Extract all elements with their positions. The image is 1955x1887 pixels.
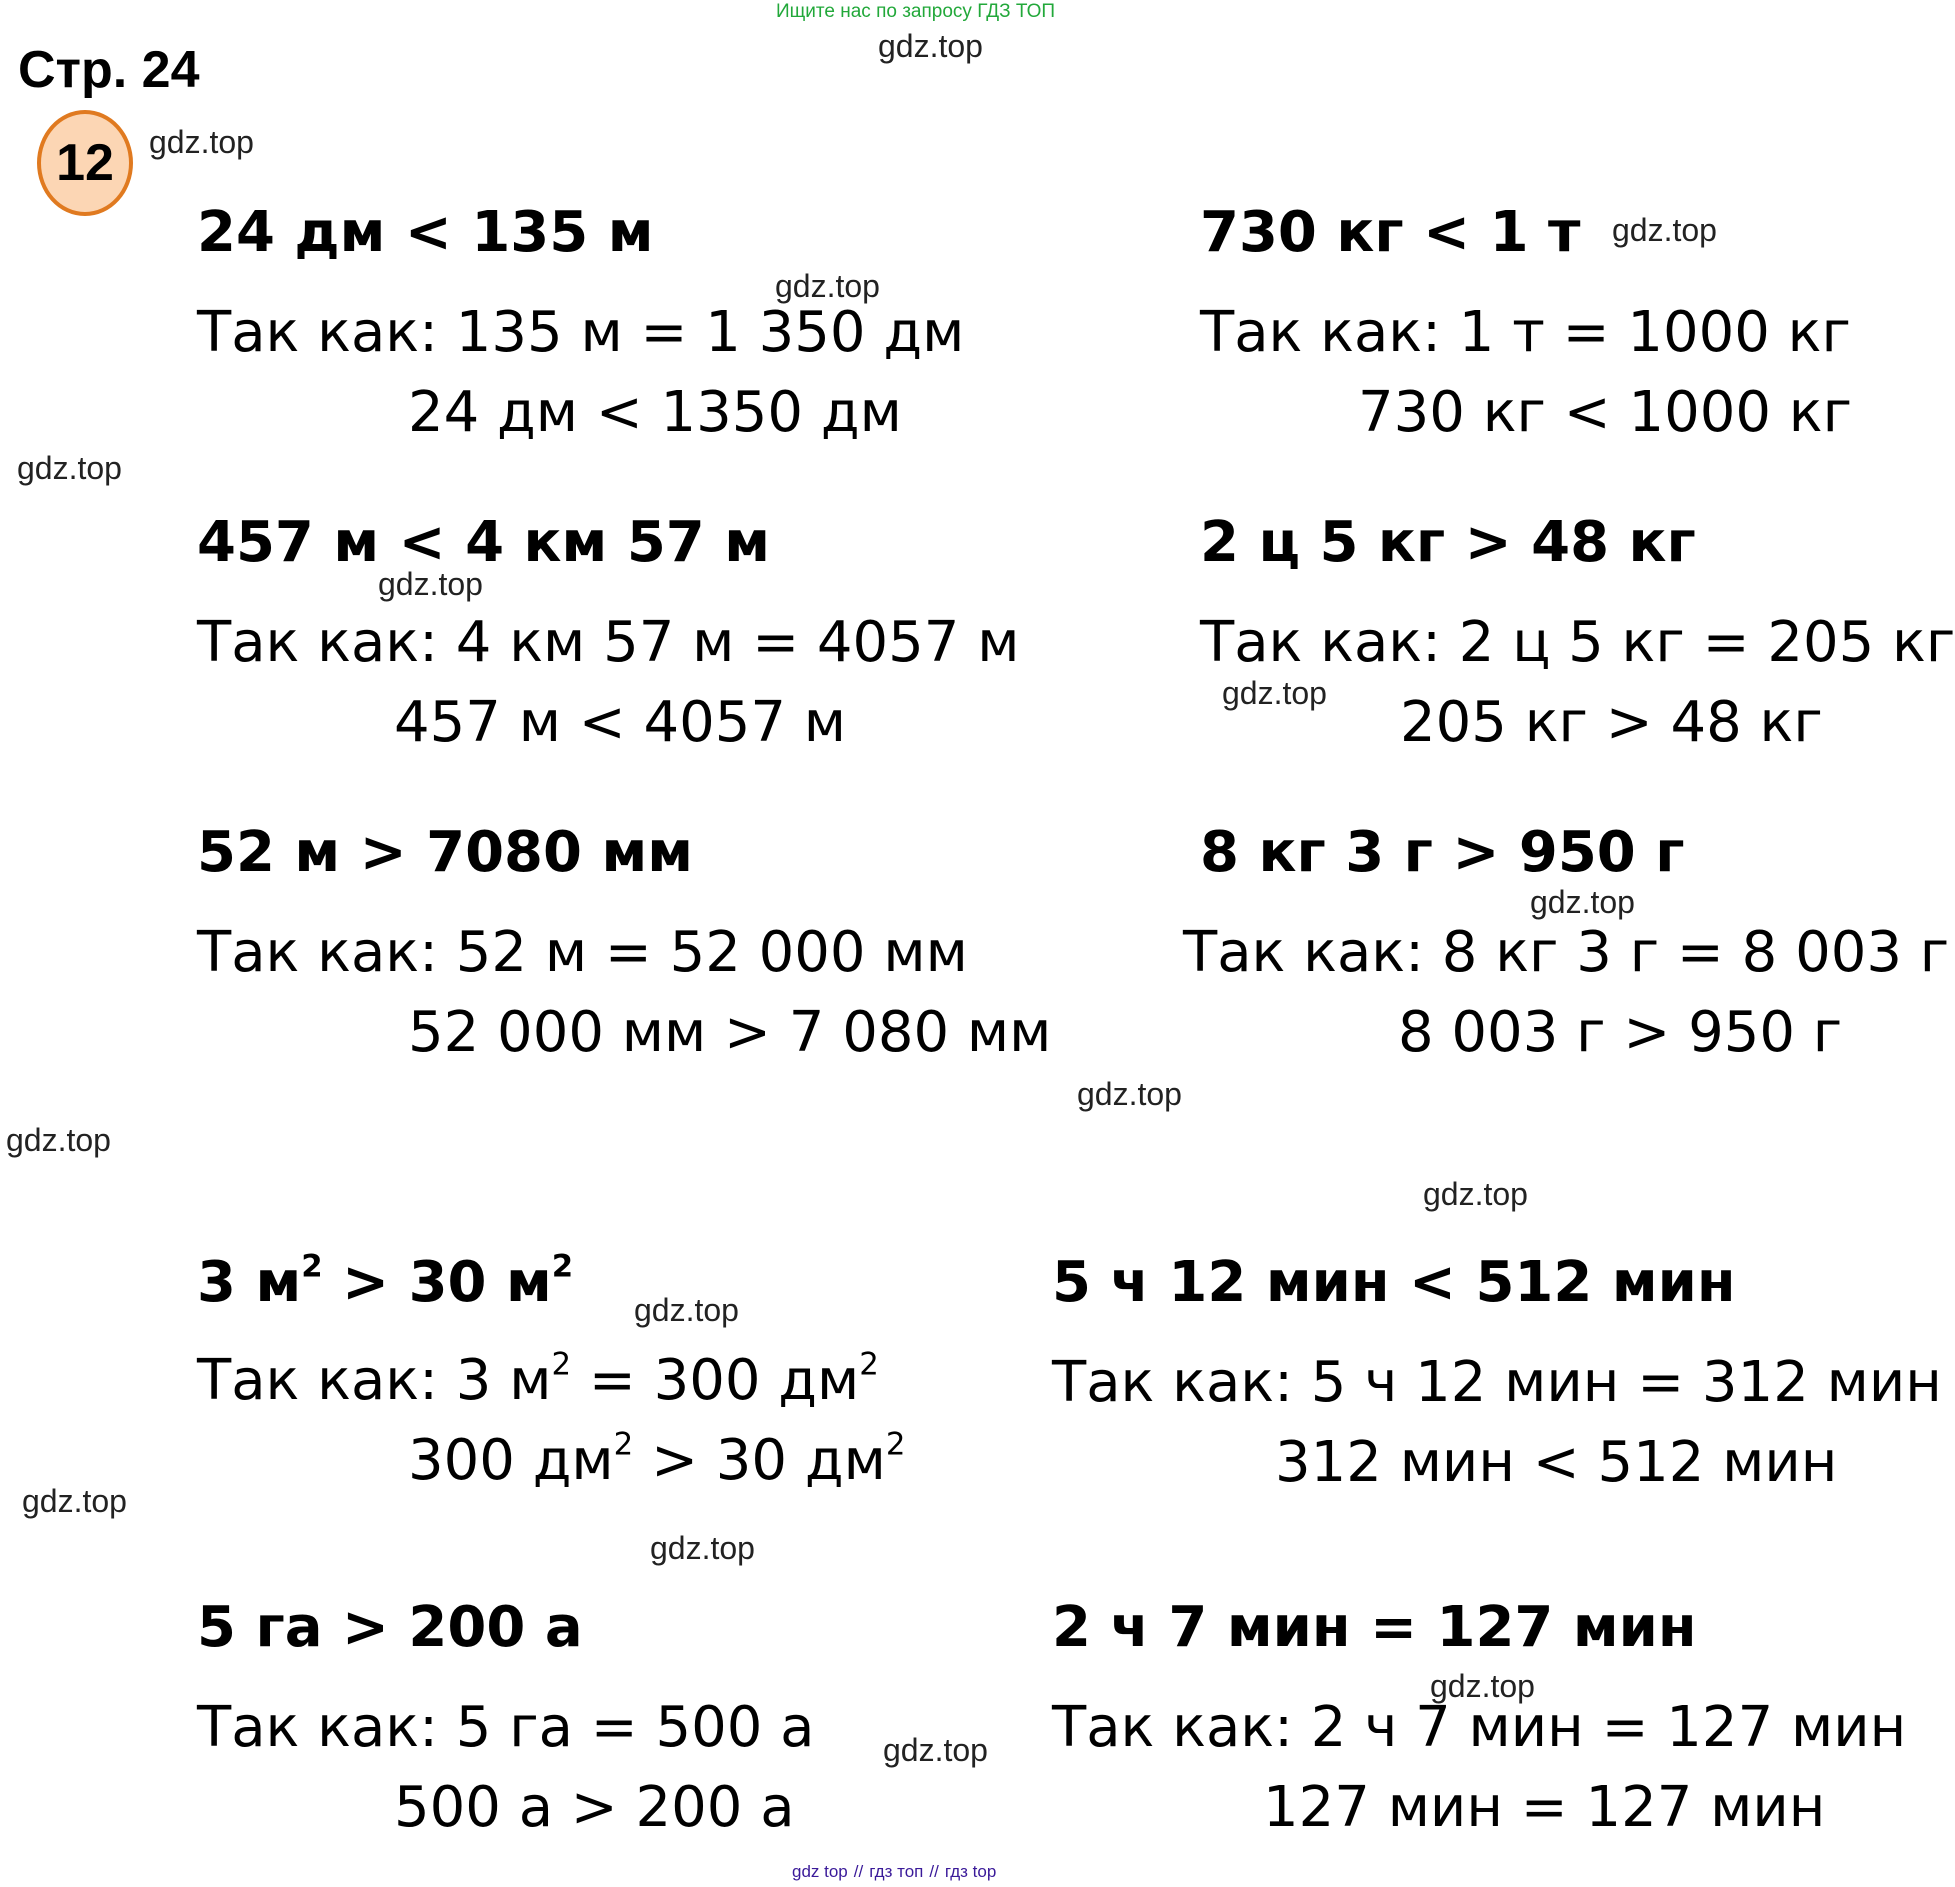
reason-7 xyxy=(197,1348,879,1413)
reason-9: Так как: 5 га = 500 а xyxy=(197,1695,815,1760)
watermark: gdz.top xyxy=(17,450,122,486)
task-number-badge xyxy=(37,110,133,216)
exponent: 2 xyxy=(301,1248,323,1285)
footer-link-3[interactable]: гдз top xyxy=(944,1862,997,1881)
compare-9: 500 а > 200 а xyxy=(394,1775,795,1840)
exponent: 2 xyxy=(613,1426,634,1463)
reason-10: Так как: 2 ч 7 мин = 127 мин xyxy=(1052,1695,1907,1760)
watermark: gdz.top xyxy=(634,1292,739,1328)
reason-6: Так как: 8 кг 3 г = 8 003 г xyxy=(1183,920,1950,985)
watermark: gdz.top xyxy=(6,1122,111,1158)
compare-6: 8 003 г > 950 г xyxy=(1398,1000,1843,1065)
answer-10: 2 ч 7 мин = 127 мин xyxy=(1052,1595,1697,1660)
watermark: gdz.top xyxy=(1612,212,1717,248)
watermark: gdz.top xyxy=(378,566,483,602)
watermark: gdz.top xyxy=(1222,675,1327,711)
answer-4: 2 ц 5 кг > 48 кг xyxy=(1200,510,1696,575)
answer-9: 5 га > 200 а xyxy=(197,1595,583,1660)
answer-7-right: > 30 м xyxy=(342,1250,552,1315)
watermark: gdz.top xyxy=(883,1732,988,1768)
footer-separator: // xyxy=(853,1862,864,1881)
answer-6: 8 кг 3 г > 950 г xyxy=(1200,820,1685,885)
watermark: gdz.top xyxy=(650,1530,755,1566)
watermark: gdz.top xyxy=(1423,1176,1528,1212)
reason-5: Так как: 52 м = 52 000 мм xyxy=(197,920,968,985)
search-hint: Ищите нас по запросу ГДЗ ТОП xyxy=(776,1,1056,22)
footer-link-2[interactable]: гдз топ xyxy=(869,1862,924,1881)
footer-separator: // xyxy=(929,1862,939,1881)
footer-link-1[interactable]: gdz top xyxy=(792,1862,848,1881)
watermark: gdz.top xyxy=(1430,1668,1535,1704)
page-title: Стр. 24 xyxy=(18,41,200,99)
footer-links xyxy=(792,1862,996,1882)
exponent: 2 xyxy=(859,1346,879,1383)
answer-3: 457 м < 4 км 57 м xyxy=(197,510,771,575)
watermark: gdz.top xyxy=(775,268,880,304)
answer-5: 52 м > 7080 мм xyxy=(197,820,694,885)
answer-1: 24 дм < 135 м xyxy=(197,200,654,265)
compare-10: 127 мин = 127 мин xyxy=(1263,1775,1826,1840)
compare-7-right: > 30 дм xyxy=(651,1428,886,1493)
site-name: gdz.top xyxy=(878,28,983,64)
compare-5: 52 000 мм > 7 080 мм xyxy=(408,1000,1052,1065)
answer-7-left: 3 м xyxy=(197,1250,302,1315)
exponent: 2 xyxy=(885,1426,906,1463)
exponent: 2 xyxy=(551,1248,574,1285)
reason-3: Так как: 4 км 57 м = 4057 м xyxy=(197,610,1020,675)
reason-7-right: = 300 дм xyxy=(588,1348,860,1413)
reason-2: Так как: 1 т = 1000 кг xyxy=(1200,300,1851,365)
compare-2: 730 кг < 1000 кг xyxy=(1358,380,1853,445)
reason-1: Так как: 135 м = 1 350 дм xyxy=(197,300,965,365)
compare-3: 457 м < 4057 м xyxy=(394,690,847,755)
reason-4: Так как: 2 ц 5 кг = 205 кг xyxy=(1200,610,1955,675)
watermark: gdz.top xyxy=(22,1483,127,1519)
answer-8: 5 ч 12 мин < 512 мин xyxy=(1052,1250,1736,1315)
watermark: gdz.top xyxy=(1530,884,1635,920)
answer-2: 730 кг < 1 т xyxy=(1200,200,1581,265)
task-number: 12 xyxy=(56,134,114,192)
watermark: gdz.top xyxy=(1077,1076,1182,1112)
compare-7-left: 300 дм xyxy=(408,1428,614,1493)
exponent: 2 xyxy=(551,1346,572,1383)
reason-8: Так как: 5 ч 12 мин = 312 мин xyxy=(1052,1350,1942,1415)
answer-7 xyxy=(197,1250,573,1315)
compare-1: 24 дм < 1350 дм xyxy=(408,380,902,445)
compare-4: 205 кг > 48 кг xyxy=(1400,690,1823,755)
compare-7 xyxy=(408,1428,905,1493)
watermark: gdz.top xyxy=(149,124,254,160)
reason-7-left: Так как: 3 м xyxy=(197,1348,552,1413)
compare-8: 312 мин < 512 мин xyxy=(1275,1430,1838,1495)
